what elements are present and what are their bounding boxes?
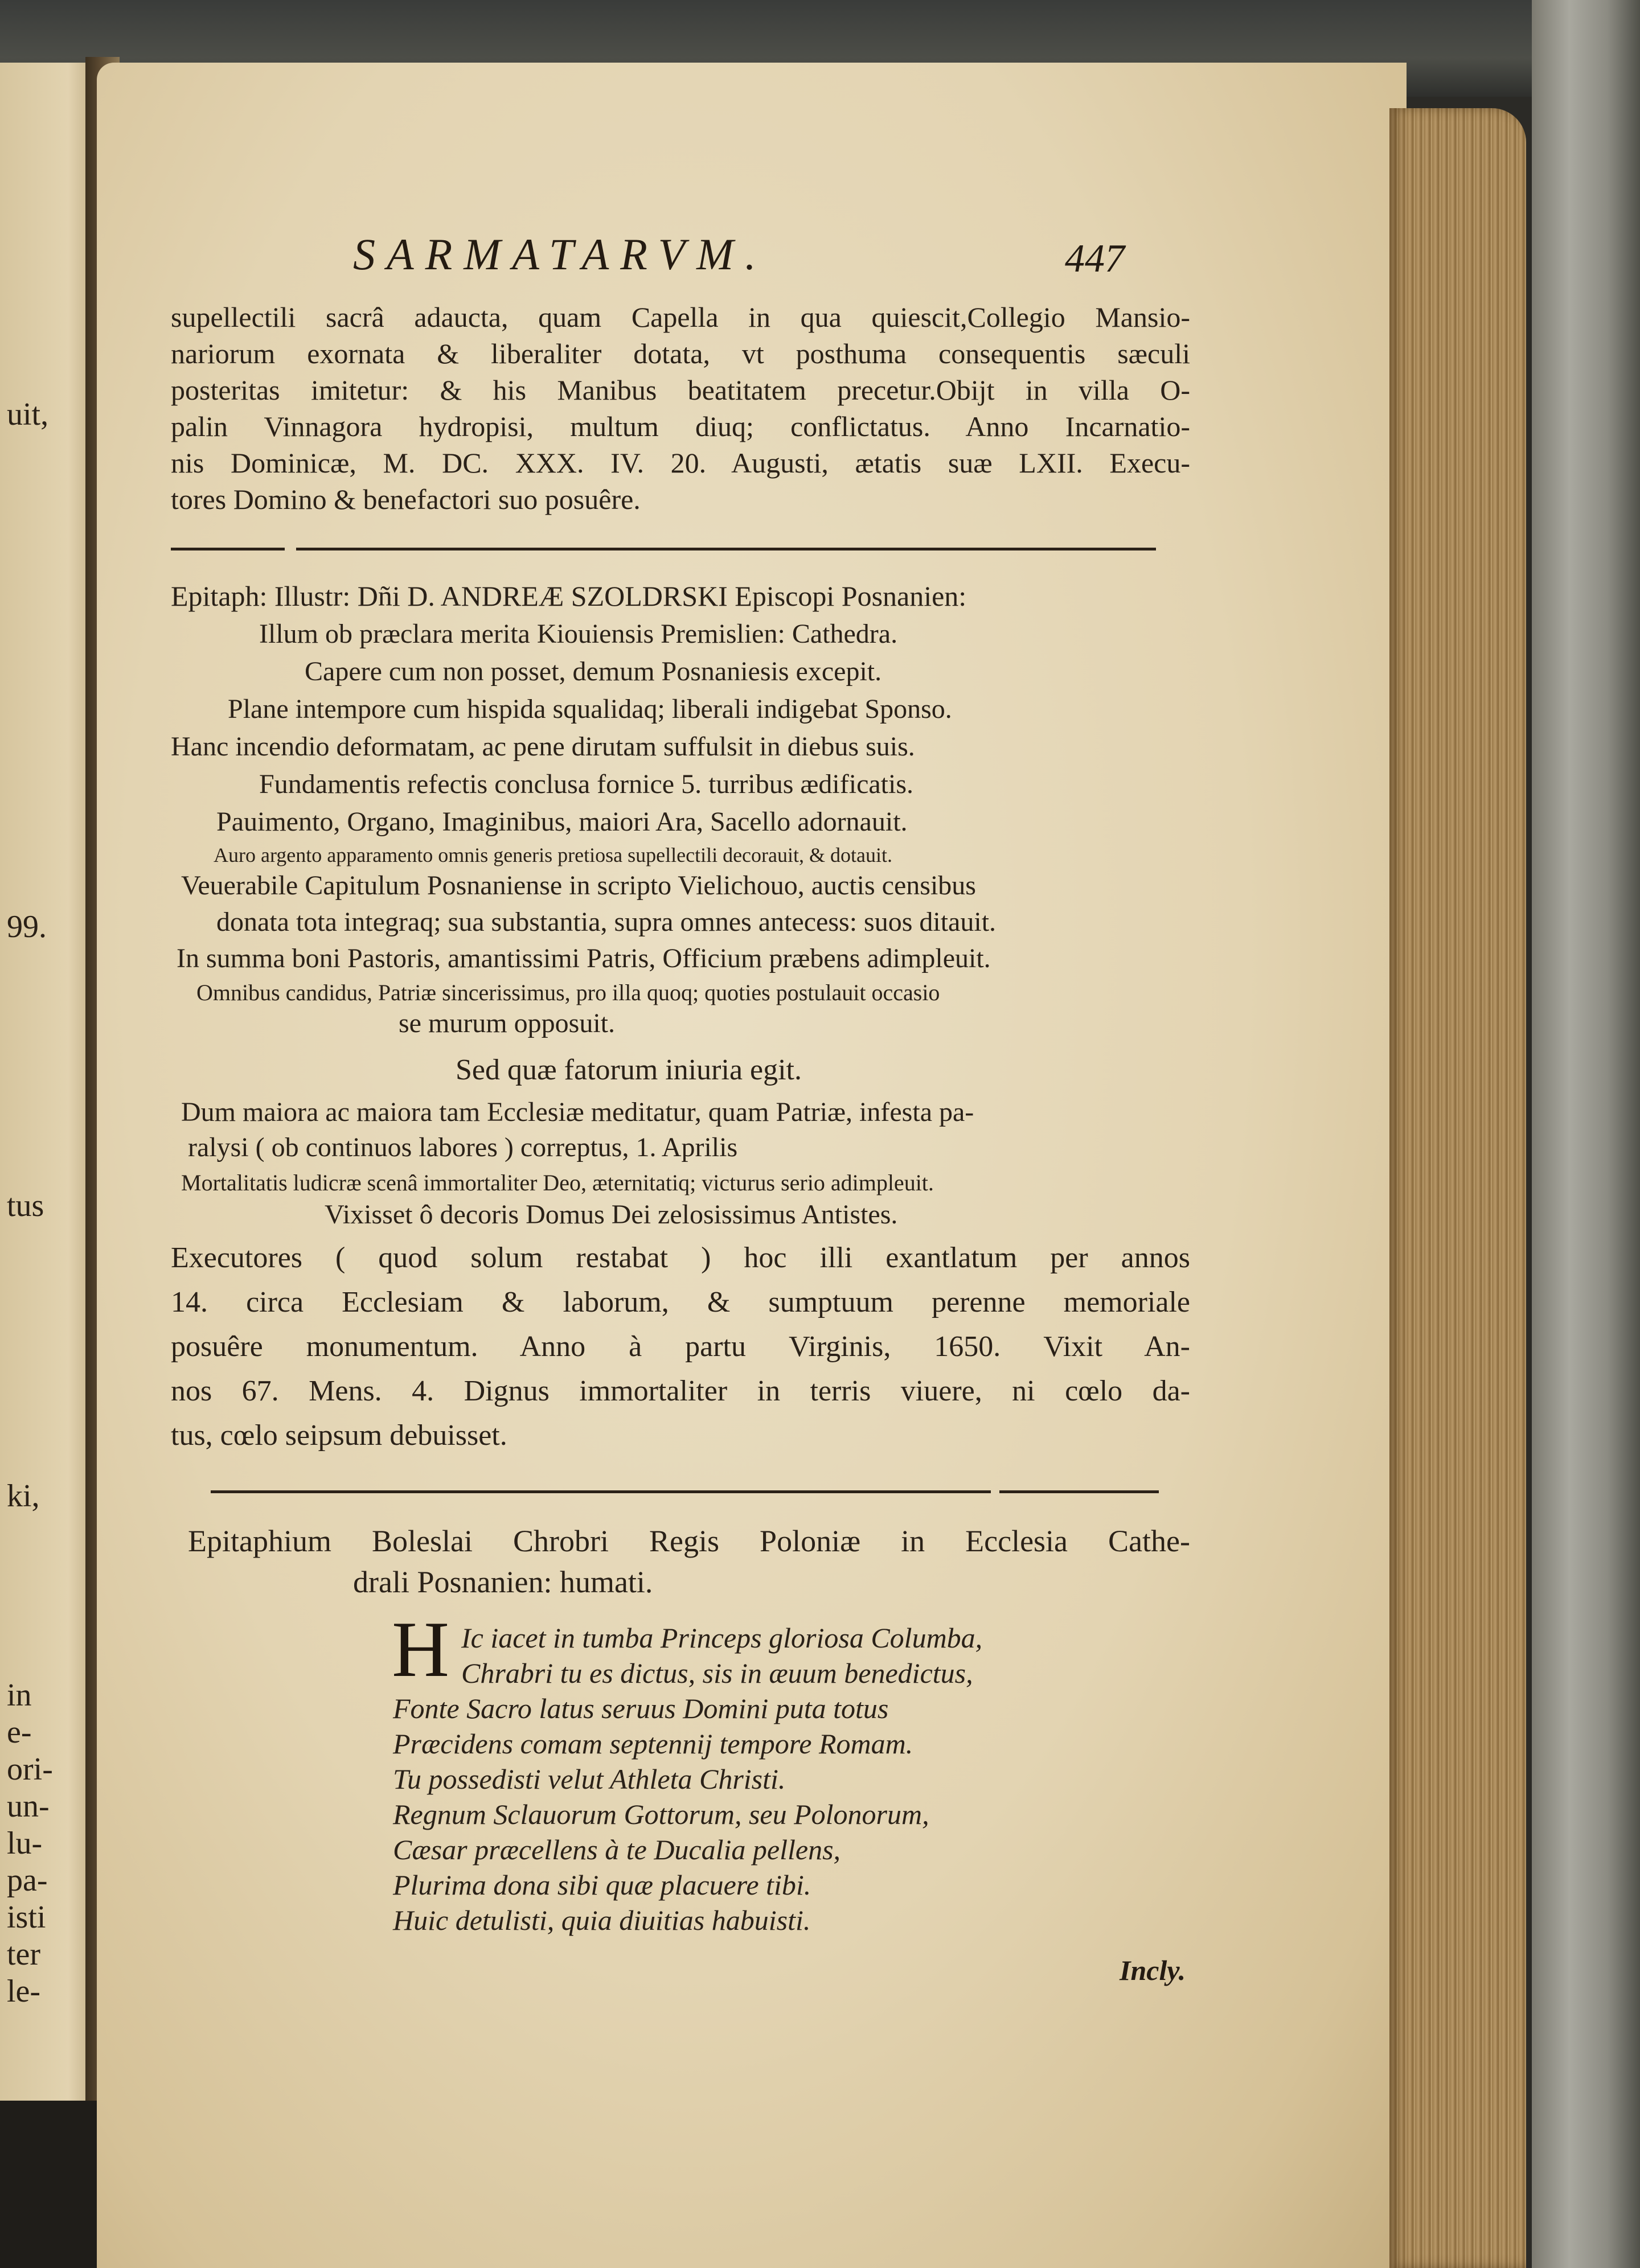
text-line: 14. circa Ecclesiam & laborum, & sumptuum perenne memoriale: [171, 1286, 1190, 1318]
epitaph-line: se murum opposuit.: [399, 1008, 615, 1038]
left-fragment: isti: [7, 1900, 46, 1935]
left-fragment: 99.: [7, 909, 47, 944]
epitaph-title: Epitaphium Boleslai Chrobri Regis Poloniæ in Ecclesia Cathe-: [188, 1524, 1190, 1558]
epitaph-heading: Epitaph: Illustr: Dñi D. ANDREÆ SZOLDRSKI Episcopi Posnanien:: [171, 580, 967, 612]
epitaph-line: Veuerabile Capitulum Posnaniense in scripto Vielichouo, auctis censibus: [181, 870, 976, 901]
epitaph-line: ralysi ( ob continuos labores ) correptus, 1. Aprilis: [188, 1132, 738, 1162]
left-fragment: lu-: [7, 1826, 43, 1861]
text-line: supellectili sacrâ adaucta, quam Capella in qua quiescit,Collegio Mansio-: [171, 301, 1190, 333]
left-fragment: uit,: [7, 397, 49, 432]
divider-rule: [999, 1490, 1159, 1493]
left-fragment: e-: [7, 1715, 32, 1750]
catchword: Incly.: [1120, 1954, 1186, 1986]
epitaph-line: Vixisset ô decoris Domus Dei zelosissimus Antistes.: [325, 1199, 898, 1230]
text-line: posuêre monumentum. Anno à partu Virginis, 1650. Vixit An-: [171, 1330, 1190, 1363]
verse-line: Chrabri tu es dictus, sis in æuum benedictus,: [461, 1657, 973, 1689]
verse-line: Tu possedisti velut Athleta Christi.: [393, 1763, 786, 1795]
epitaph-line: Fundamentis refectis conclusa fornice 5. turribus ædificatis.: [259, 769, 914, 799]
verse-line: Huic detulisti, quia diuitias habuisti.: [393, 1904, 811, 1936]
left-fragment: ter: [7, 1937, 41, 1972]
epitaph-line: Dum maiora ac maiora tam Ecclesiæ meditatur, quam Patriæ, infesta pa-: [181, 1097, 974, 1127]
epitaph-line: In summa boni Pastoris, amantissimi Patris, Officium præbens adimpleuit.: [177, 943, 991, 973]
epitaph-line: Omnibus candidus, Patriæ sincerissimus, pro illa quoq; quoties postulauit occasio: [196, 980, 940, 1005]
epitaph-line: Hanc incendio deformatam, ac pene dirutam suffulsit in diebus suis.: [171, 732, 915, 762]
text-line: nos 67. Mens. 4. Dignus immortaliter in terris viuere, ni cœlo da-: [171, 1375, 1190, 1407]
verse-line: Fonte Sacro latus seruus Domini puta totus: [393, 1692, 889, 1724]
left-fragment: pa-: [7, 1863, 48, 1898]
left-fragment: le-: [7, 1974, 41, 2009]
running-title: SARMATARVM.: [353, 229, 768, 279]
text-line: palin Vinnagora hydropisi, multum diuq; conflictatus. Anno Incarnatio-: [171, 410, 1190, 442]
text-line: posteritas imitetur: & his Manibus beatitatem precetur.Obijt in villa O-: [171, 374, 1190, 406]
left-fragment: in: [7, 1678, 32, 1713]
verse-line: Plurima dona sibi quæ placuere tibi.: [393, 1869, 811, 1901]
book-cover-edge: [1532, 0, 1640, 2268]
verse-line: Cæsar præcellens à te Ducalia pellens,: [393, 1834, 841, 1866]
page-edges: [1389, 108, 1526, 2268]
drop-cap: H: [392, 1605, 450, 1694]
epitaph-line: donata tota integraq; sua substantia, supra omnes antecess: suos ditauit.: [216, 907, 997, 937]
text-line: Executores ( quod solum restabat ) hoc illi exantlatum per annos: [171, 1242, 1190, 1274]
epitaph-line: Capere cum non posset, demum Posnaniesis excepit.: [305, 656, 882, 687]
divider-rule: [171, 548, 285, 550]
epitaph-line: Sed quæ fatorum iniuria egit.: [456, 1054, 802, 1086]
text-line: nis Dominicæ, M. DC. XXX. IV. 20. Augusti, ætatis suæ LXII. Execu-: [171, 447, 1190, 479]
epitaph-line: Pauimento, Organo, Imaginibus, maiori Ara, Sacello adornauit.: [216, 807, 908, 837]
epitaph-line: Auro argento apparamento omnis generis pretiosa supellectili decorauit, & dotauit.: [214, 844, 892, 866]
epitaph-line: Plane intempore cum hispida squalidaq; liberali indigebat Sponso.: [228, 694, 952, 724]
text-line: tus, cœlo seipsum debuisset.: [171, 1419, 507, 1452]
divider-rule: [296, 548, 1156, 550]
left-fragment: ori-: [7, 1752, 53, 1787]
page-number: 447: [1065, 237, 1125, 281]
left-fragment: tus: [7, 1188, 44, 1223]
verse-line: Regnum Sclauorum Gottorum, seu Polonorum,: [393, 1798, 929, 1830]
text-line: tores Domino & benefactori suo posuêre.: [171, 483, 641, 515]
verse-line: Præcidens comam septennij tempore Romam.: [393, 1728, 913, 1760]
verse-line: Ic iacet in tumba Princeps gloriosa Columba,: [461, 1622, 983, 1654]
epitaph-title: drali Posnanien: humati.: [353, 1565, 653, 1599]
epitaph-line: Illum ob præclara merita Kiouiensis Premislien: Cathedra.: [259, 619, 898, 649]
epitaph-line: Mortalitatis ludicræ scenâ immortaliter Deo, æternitatiq; victurus serio adimpleuit.: [181, 1170, 934, 1195]
divider-rule: [211, 1490, 991, 1493]
text-line: nariorum exornata & liberaliter dotata, vt posthuma consequentis sæculi: [171, 338, 1190, 369]
left-fragment: un-: [7, 1789, 50, 1824]
left-fragment: ki,: [7, 1478, 40, 1514]
